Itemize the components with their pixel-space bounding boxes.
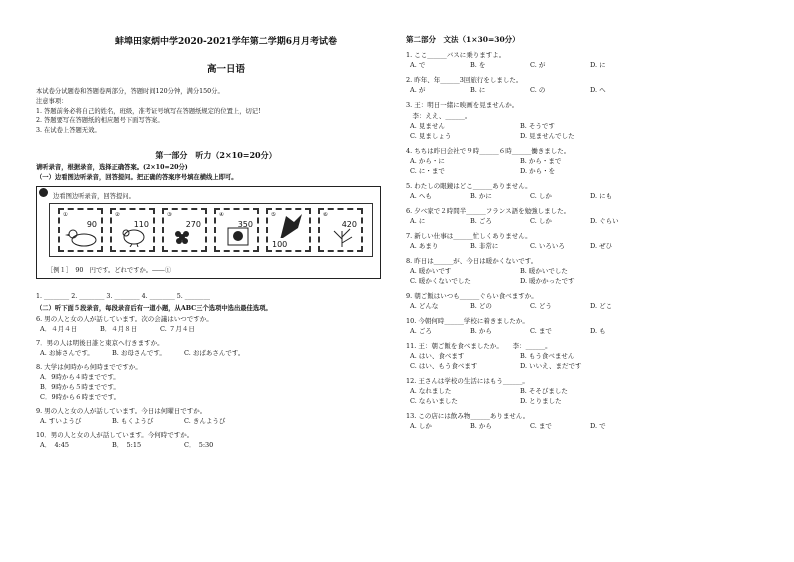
options: [406, 276, 781, 286]
option: A. しか: [410, 422, 432, 430]
question: 4. ちちは昨日会社で９時______６時______働きました。: [406, 147, 571, 155]
question: 3. 王：明日一緒に映画を見ませんか。: [406, 101, 519, 109]
question: 5. わたしの眼鏡はどこ______ありません。: [406, 182, 532, 190]
option: D. へ: [590, 86, 606, 94]
option: B. ごろ: [470, 217, 492, 225]
options: [406, 131, 781, 141]
option: C. はい、もう食べます: [410, 362, 478, 370]
listening-questions: [36, 315, 396, 450]
option: D. に: [590, 61, 606, 69]
option: B. 暖かいでした: [520, 267, 568, 275]
question: 1. ここ______バスに乗りますよ。: [406, 51, 506, 59]
option: C. の: [530, 86, 546, 94]
answer-blanks: 1. ________ 2. ________ 3. ________ 4. ________ 5. ________: [36, 292, 210, 300]
notice-item: 1. 答题前务必将自己的姓名，班级，准考证号填写在答题纸规定的位置上，切记!: [36, 107, 261, 115]
option: A. へも: [410, 192, 432, 200]
option: C. 暖かくないでした: [410, 277, 471, 285]
exam-subtitle: 高一日语: [206, 64, 245, 75]
option: D. 暖かかったです: [520, 277, 575, 285]
plant-icon: [324, 225, 360, 247]
option: A. から・に: [410, 157, 445, 165]
option: C. ならいました: [410, 397, 458, 405]
option: C. しか: [530, 192, 552, 200]
option: B. から: [470, 327, 492, 335]
option: D. から・を: [520, 167, 556, 175]
part1-title: 第一部分 听力（2×10=20分）: [155, 149, 277, 160]
ornament-icon: [220, 225, 256, 247]
question: 7. 新しい仕事は______忙しくありません。: [406, 232, 532, 240]
question: 9. 朝ご飯はいつも______ぐらい食べますか。: [406, 292, 538, 300]
stamp-4: ④ 350: [214, 208, 259, 252]
part2-title: 第二部分 文法（1×30=30分）: [406, 35, 520, 44]
right-column: [406, 34, 781, 431]
question: 6. 夕べ家で２時間半______フランス語を勉強しました。: [406, 207, 571, 215]
options: [406, 351, 781, 361]
option: A. 見ません: [410, 122, 445, 130]
ear-icon: [39, 188, 48, 197]
option: A. が: [410, 86, 426, 94]
option: D. とりました: [520, 397, 562, 405]
question: 12. 王さんは学校の生活にはもう______。: [406, 377, 529, 385]
options: [406, 166, 781, 176]
figure-example: ［例１］ 90 円です。どれですか。――①: [47, 266, 171, 274]
option: D. にも: [590, 192, 613, 200]
exam-title: 蚌埠田家炳中学2020-2021学年第二学期6月月考试卷: [114, 37, 338, 47]
option: A. ごろ: [410, 327, 432, 335]
options: A. すいようび B. もくようび C. きんようび: [40, 417, 226, 426]
options: [406, 241, 781, 251]
options: [406, 85, 781, 95]
duck-icon: [64, 225, 100, 247]
option: D. いいえ、まだです: [520, 362, 582, 370]
crane-icon: [272, 208, 308, 238]
question: 9. 男の人と女の人が話しています。今日は何曜日ですか。: [36, 407, 207, 416]
options: A．9時から４時までです。 B．9時から５時までです。 C．9時から６時までです。: [40, 373, 121, 402]
option: C. に・まで: [410, 167, 445, 175]
grammar-questions: [406, 51, 781, 431]
option: D. も: [590, 327, 606, 335]
stamp-strip: [49, 203, 373, 257]
option: A. あまり: [410, 242, 439, 250]
option: D. ぜひ: [590, 242, 613, 250]
option: A. に: [410, 217, 426, 225]
option: C. いろいろ: [530, 242, 565, 250]
options: [406, 421, 781, 431]
option: B. どの: [470, 302, 492, 310]
flower-icon: [168, 225, 204, 247]
options: [406, 361, 781, 371]
option: B. に: [470, 86, 486, 94]
options: [406, 60, 781, 70]
option: C. どう: [530, 302, 552, 310]
question-line: 李：ええ、______。: [406, 112, 472, 120]
options: [406, 216, 781, 226]
options: [406, 266, 781, 276]
option: A. はい、食べます: [410, 352, 465, 360]
listening-instruction-2: （二）听下面５段录音，每段录音后有一道小题，从ABC三个选项中选出最佳选项。: [36, 304, 272, 312]
stamp-1: ① 90: [58, 208, 103, 252]
question: 8. 昨日は______が、今日は暖かくないです。: [406, 257, 538, 265]
question: 7．男の人は明後日誰と東京へ行きますか。: [36, 339, 164, 348]
option: A. なれました: [410, 387, 452, 395]
options: [406, 386, 781, 396]
option: A. どんな: [410, 302, 439, 310]
notice-item: 3. 在试卷上答题无效。: [36, 127, 101, 135]
question: 2. 昨年、年______3回旅行をしました。: [406, 76, 523, 84]
option: C. 見ましょう: [410, 132, 452, 140]
options: [406, 121, 781, 131]
stamp-6: ⑥ 420: [318, 208, 363, 252]
options: [406, 396, 781, 406]
left-column: [36, 34, 396, 450]
options: [406, 301, 781, 311]
option: B. を: [470, 61, 486, 69]
option: C. まで: [530, 327, 552, 335]
option: B. かに: [470, 192, 492, 200]
option: B. もう食べません: [520, 352, 575, 360]
question: 10. 今朝何時______学校に着きましたか。: [406, 317, 529, 325]
option: B. から: [470, 422, 492, 430]
stamp-figure: [36, 186, 381, 279]
option: C. が: [530, 61, 546, 69]
options: [406, 156, 781, 166]
option: C. まで: [530, 422, 552, 430]
stamp-2: ② 110: [110, 208, 155, 252]
stamp-3: ③ 270: [162, 208, 207, 252]
options: [406, 326, 781, 336]
listening-instruction-1: （一）边看图边听录音，回答提问。把正确的答案序号填在横线上即可。: [36, 173, 238, 181]
figure-header: 边看图边听录音，回答提问。: [53, 192, 135, 200]
option: B. 非常に: [470, 242, 499, 250]
notice-item: 2. 答题要写在答题纸的相应题号下面写答案。: [36, 117, 164, 125]
option: B. そそびました: [520, 387, 568, 395]
question: 13. この店には飲み物______ありません。: [406, 412, 530, 420]
question: 8. 大学は何時から何時までですか。: [36, 363, 142, 372]
bird-icon: [116, 225, 152, 247]
option: A. 暖かいです: [410, 267, 452, 275]
question: 10．男の人と女の人が話しています。今何時ですか。: [36, 431, 194, 440]
option: B. そうです: [520, 122, 555, 130]
question: 11. 王：朝ご飯を食べましたか。 李：______。: [406, 342, 552, 350]
options: A. お姉さんです。 B. お母さんです。 C. おばあさんです。: [40, 349, 245, 358]
option: D. 見ませんでした: [520, 132, 575, 140]
notice-head: 注意事项：: [36, 97, 68, 105]
stamp-5: ⑤ 100: [266, 208, 311, 252]
option: D. ぐらい: [590, 217, 619, 225]
options: A． 4:45 B． 5:15 C． 5:30: [40, 441, 214, 450]
option: D. どこ: [590, 302, 613, 310]
listening-instruction: 请听录音，根据录音，选择正确答案。(2×10=20分): [36, 163, 188, 171]
question: 6. 男の人と女の人が話しています。次の会議はいつですか。: [36, 315, 213, 324]
options: A．４月４日 B．４月８日 C. ７月４日: [40, 325, 195, 334]
option: D. で: [590, 422, 606, 430]
option: A. で: [410, 61, 426, 69]
option: B. から・まで: [520, 157, 562, 165]
option: C. しか: [530, 217, 552, 225]
options: [406, 191, 781, 201]
notice-text: 本试卷分试题卷和答题卷两部分，答题时间120分钟，满分150分。: [36, 88, 224, 95]
